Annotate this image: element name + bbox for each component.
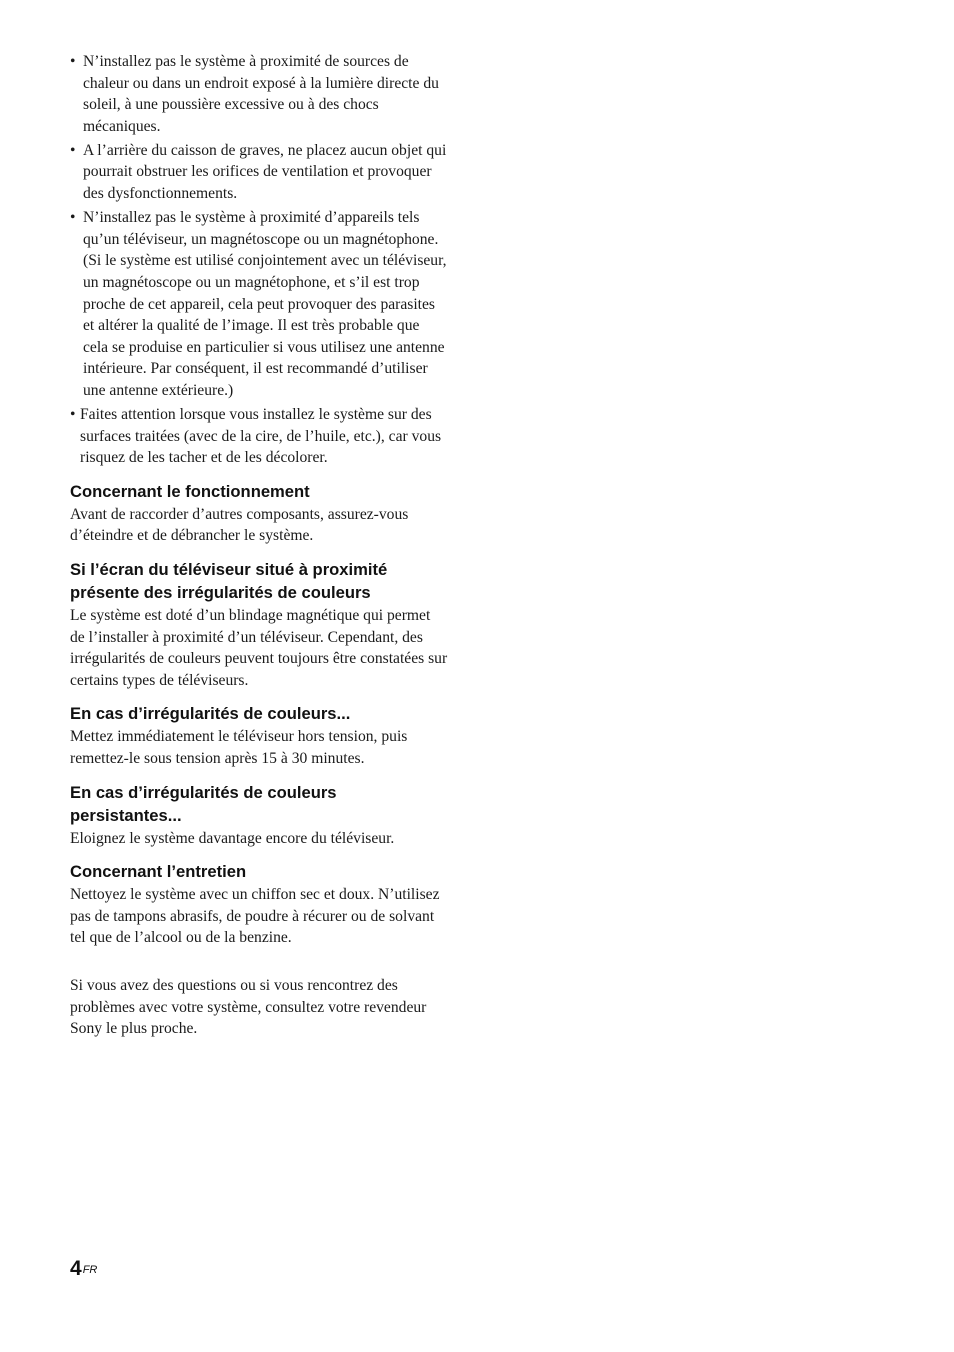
- section-heading: Si l’écran du téléviseur situé à proximité présente des irrégularités de couleurs: [70, 559, 388, 602]
- installation-precautions-list: [70, 51, 448, 469]
- page-language-code: FR: [82, 1264, 98, 1276]
- section-fonctionnement: [70, 480, 448, 547]
- section-heading: Concernant l’entretien: [70, 862, 247, 882]
- section-body: Nettoyez le système avec un chiffon sec et doux. N’utilisez pas de tampons abrasifs, de poudre à récurer ou de solvant tel que de l’alcool ou de la benzine.: [70, 886, 440, 947]
- section-heading: Concernant le fonctionnement: [70, 481, 310, 501]
- bullet-dot: •: [70, 53, 76, 70]
- list-item: [70, 207, 448, 401]
- section-entretien: [70, 860, 448, 949]
- bullet-dot: •: [70, 209, 76, 227]
- list-item: [70, 404, 448, 469]
- section-body: Mettez immédiatement le téléviseur hors tension, puis remettez-le sous tension après 15 à 30 minutes.: [70, 728, 408, 767]
- list-item-text: Faites attention lorsque vous installez le système sur des surfaces traitées (avec de la cire, de l’huile, etc.), car vous risquez de les tacher et de les décolorer.: [80, 406, 442, 467]
- bullet-dot: •: [70, 406, 76, 423]
- bullet-dot: •: [70, 141, 76, 159]
- section-irregularites-couleurs: [70, 558, 448, 691]
- list-item-text: N’installez pas le système à proximité d’appareils tels qu’un téléviseur, un magnétoscope ou un magnétophone. (Si le système est utilisé conjointement avec un téléviseur, un magnétoscope ou un magnétophone, et s’il est trop proche de cet appareil, cela peut provoquer des parasites et altérer la qualité de l’image. Il est très probable que cela se produise en particulier si vous utilisez une antenne intérieure. Par conséquent, il est recommandé d’utiliser une antenne extérieure.): [83, 209, 447, 399]
- section-heading: En cas d’irrégularités de couleurs persistantes...: [70, 782, 337, 825]
- closing-paragraph: Si vous avez des questions ou si vous rencontrez des problèmes avec votre système, consultez votre revendeur Sony le plus proche.: [70, 976, 427, 1038]
- section-body: Eloignez le système davantage encore du téléviseur.: [70, 829, 395, 847]
- section-heading: En cas d’irrégularités de couleurs...: [70, 704, 351, 724]
- list-item: [70, 51, 448, 137]
- page-number-value: 4: [70, 1257, 82, 1280]
- section-irregularites-persistantes: [70, 781, 448, 850]
- section-body: Avant de raccorder d’autres composants, assurez-vous d’éteindre et de débrancher le système.: [70, 505, 409, 545]
- page-number: [70, 1256, 97, 1282]
- list-item-text: N’installez pas le système à proximité de sources de chaleur ou dans un endroit exposé à la lumière directe du soleil, à une poussière excessive ou à des chocs mécaniques.: [83, 53, 439, 135]
- list-item-text: A l’arrière du caisson de graves, ne placez aucun objet qui pourrait obstruer les orifices de ventilation et provoquer des dysfonctionnements.: [83, 141, 447, 203]
- section-body: Le système est doté d’un blindage magnétique qui permet de l’installer à proximité d’un téléviseur. Cependant, des irrégularités de couleurs peuvent toujours être constatées sur certains types de téléviseurs.: [70, 606, 448, 689]
- section-en-cas-irregularites: [70, 702, 448, 769]
- list-item: [70, 140, 448, 205]
- page-content: [70, 51, 448, 1040]
